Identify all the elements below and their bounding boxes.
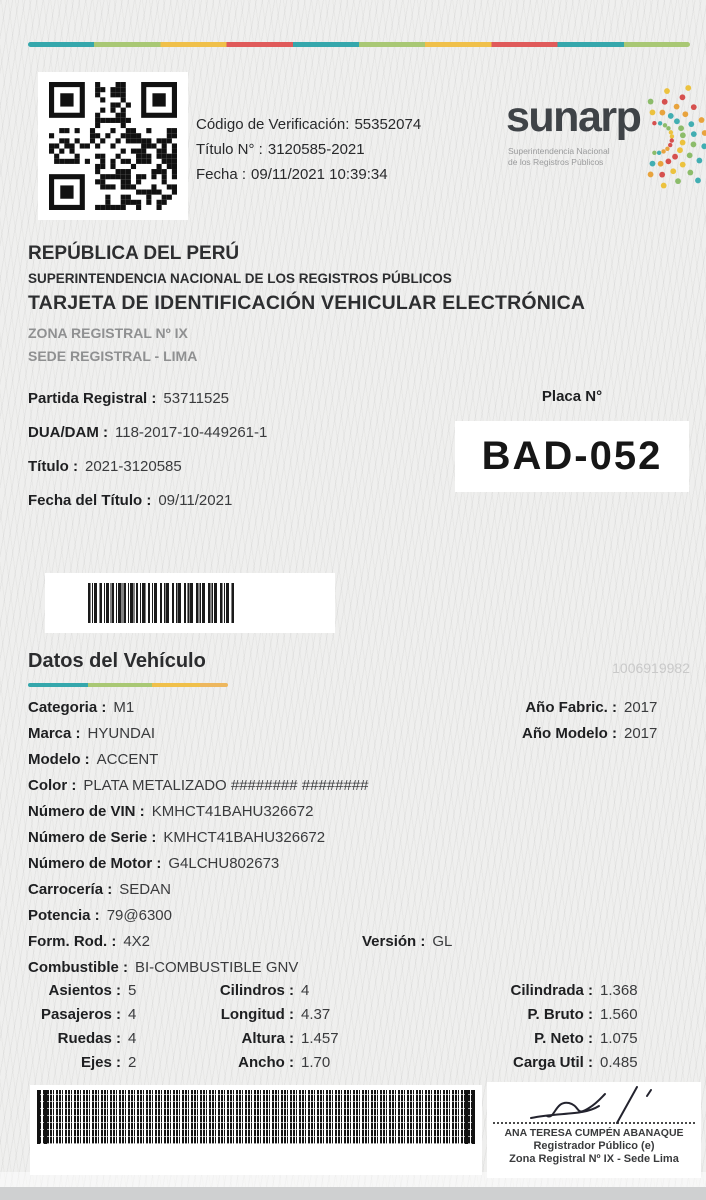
sunarp-starburst-icon	[615, 64, 706, 229]
document-header	[28, 243, 585, 364]
title-number-label: Título N° :	[196, 141, 263, 158]
title-number-line	[196, 137, 421, 162]
top-color-bar	[28, 42, 690, 47]
vehicle-fields	[28, 699, 369, 985]
field-cilindrada: Cilindrada : 1.368	[510, 982, 638, 999]
field-partida-registral: Partida Registral : 53711525	[28, 390, 229, 407]
title-number-value: 3120585-2021	[267, 141, 365, 158]
registrar-zone: Zona Registral Nº IX - Sede Lima	[509, 1153, 679, 1165]
signature-scribble	[487, 1082, 701, 1122]
verification-code-value: 55352074	[354, 116, 422, 133]
institution-title: SUPERINTENDENCIA NACIONAL DE LOS REGISTROS PÚBLICOS	[28, 271, 452, 286]
registration-fields	[28, 390, 267, 526]
verification-block	[196, 112, 421, 187]
field-fecha-titulo: Fecha del Título : 09/11/2021	[28, 492, 233, 509]
field-ejes: Ejes : 2	[80, 1054, 137, 1071]
registral-zone: ZONA REGISTRAL Nº IX	[28, 325, 188, 341]
field-anio-modelo: Año Modelo : 2017	[522, 725, 658, 742]
field-anio-fabric: Año Fabric. : 2017	[525, 699, 658, 716]
sunarp-logo	[500, 72, 705, 222]
field-marca: Marca : HYUNDAI	[28, 725, 156, 742]
field-form-rod: Form. Rod. : 4X2	[28, 933, 151, 950]
signature-block	[487, 1082, 701, 1178]
watermark-number: 1006919982	[612, 660, 690, 676]
field-modelo: Modelo : ACCENT	[28, 751, 159, 768]
field-ancho: Ancho : 1.70	[238, 1054, 331, 1071]
stats-column-2	[196, 982, 361, 1078]
field-dua-dam: DUA/DAM : 118-2017-10-449261-1	[28, 424, 268, 441]
plate-label: Placa N°	[541, 388, 603, 405]
registral-office: SEDE REGISTRAL - LIMA	[28, 348, 198, 364]
verification-code-line	[196, 112, 421, 137]
field-p-bruto: P. Bruto : 1.560	[527, 1006, 638, 1023]
sunarp-logo-text: sunarp	[506, 93, 641, 141]
registrar-role: Registrador Público (e)	[533, 1140, 655, 1152]
vehicle-section-title: Datos del Vehículo	[28, 650, 206, 672]
document-title: TARJETA DE IDENTIFICACIÓN VEHICULAR ELECTRÓNICA	[28, 292, 586, 314]
field-carroceria: Carrocería : SEDAN	[28, 881, 171, 898]
barcode-1d-bars	[88, 583, 236, 623]
section-underline	[28, 683, 228, 687]
qr-code	[38, 72, 188, 220]
date-label: Fecha :	[196, 166, 247, 183]
barcode-pdf417-bars	[37, 1090, 475, 1144]
date-line	[196, 162, 421, 187]
barcode-pdf417	[30, 1085, 482, 1175]
field-carga-util: Carga Util : 0.485	[512, 1054, 638, 1071]
stats-column-1	[28, 982, 188, 1078]
bottom-band	[0, 1172, 706, 1187]
field-combustible: Combustible : BI-COMBUSTIBLE GNV	[28, 959, 299, 976]
field-numero-motor: Número de Motor : G4LCHU802673	[28, 855, 280, 872]
field-color: Color : PLATA METALIZADO ######## ########	[28, 777, 369, 794]
plate-box	[455, 421, 689, 492]
registrar-name: ANA TERESA CUMPÉN ABANAQUE	[504, 1127, 684, 1139]
vehicle-fields-right	[505, 699, 657, 751]
field-version: Versión : GL	[362, 933, 453, 950]
field-numero-vin: Número de VIN : KMHCT41BAHU326672	[28, 803, 314, 820]
field-p-neto: P. Neto : 1.075	[534, 1030, 638, 1047]
date-value: 09/11/2021 10:39:34	[251, 166, 388, 183]
field-titulo: Título : 2021-3120585	[28, 458, 182, 475]
field-longitud: Longitud : 4.37	[220, 1006, 331, 1023]
field-pasajeros: Pasajeros : 4	[40, 1006, 137, 1023]
field-asientos: Asientos : 5	[48, 982, 137, 999]
field-ruedas: Ruedas : 4	[57, 1030, 137, 1047]
sunarp-logo-subtitle: Superintendencia Nacional de los Registros Públicos	[508, 146, 610, 167]
field-altura: Altura : 1.457	[241, 1030, 339, 1047]
stats-column-3	[425, 982, 660, 1078]
country-title: REPÚBLICA DEL PERÚ	[28, 243, 240, 264]
field-potencia: Potencia : 79@6300	[28, 907, 172, 924]
barcode-1d	[45, 573, 335, 633]
field-categoria: Categoria : M1	[28, 699, 135, 716]
field-cilindros: Cilindros : 4	[219, 982, 310, 999]
plate-number: BAD-052	[481, 434, 663, 478]
bottom-bar	[0, 1187, 706, 1200]
verification-code-label: Código de Verificación:	[196, 116, 350, 133]
field-numero-serie: Número de Serie : KMHCT41BAHU326672	[28, 829, 326, 846]
